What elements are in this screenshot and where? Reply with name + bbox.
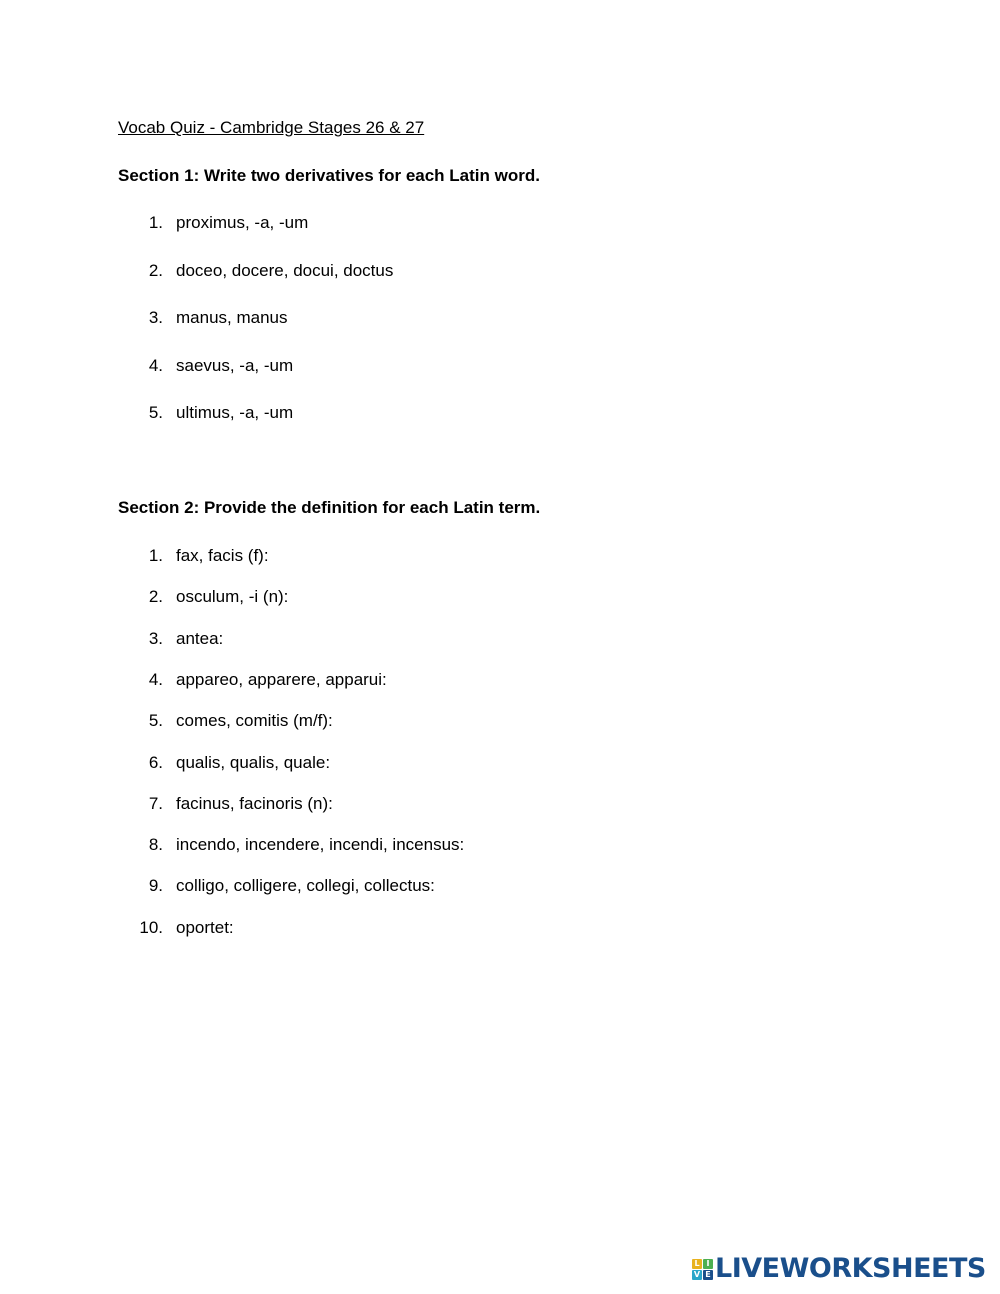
section-2-heading: Section 2: Provide the definition for each Latin term. xyxy=(118,498,541,517)
logo-block: V xyxy=(693,1269,701,1279)
section-1-heading: Section 1: Write two derivatives for each Latin word. xyxy=(118,166,540,185)
item-text: qualis, qualis, quale: xyxy=(176,752,331,772)
item-number: 5. xyxy=(148,711,163,731)
section-1-item xyxy=(0,213,1000,235)
section-2-item xyxy=(0,587,1000,609)
section-2-item xyxy=(0,629,1000,651)
item-text: manus, manus xyxy=(176,308,288,327)
item-text: facinus, facinoris (n): xyxy=(176,793,333,813)
section-2-item xyxy=(0,876,1000,898)
item-text: fax, facis (f): xyxy=(176,546,269,565)
logo-icon xyxy=(692,1259,713,1280)
item-text: proximus, -a, -um xyxy=(176,213,309,232)
item-number: 3. xyxy=(148,308,163,327)
section-2-item xyxy=(0,794,1000,816)
item-text: comes, comitis (m/f): xyxy=(176,711,333,731)
section-2-item xyxy=(0,670,1000,692)
item-number: 1. xyxy=(148,213,163,232)
item-text: doceo, docere, docui, doctus xyxy=(176,260,394,280)
item-text: osculum, -i (n): xyxy=(176,587,289,607)
item-number: 1. xyxy=(148,546,163,565)
item-text: oportet: xyxy=(176,917,234,937)
section-1-item xyxy=(0,403,1000,425)
item-number: 9. xyxy=(148,876,163,896)
item-number: 2. xyxy=(148,587,163,607)
section-2-item xyxy=(0,835,1000,857)
logo-block: I xyxy=(703,1259,713,1269)
section-1-item xyxy=(0,308,1000,330)
liveworksheets-logo xyxy=(692,1254,986,1284)
section-1-item xyxy=(0,356,1000,378)
logo-text: LIVEWORKSHEETS xyxy=(715,1253,986,1284)
item-text: colligo, colligere, collegi, collectus: xyxy=(176,876,435,896)
item-number: 4. xyxy=(148,355,163,375)
page-title: Vocab Quiz - Cambridge Stages 26 & 27 xyxy=(118,118,425,137)
item-number: 7. xyxy=(148,793,163,813)
section-2-item xyxy=(0,753,1000,775)
item-number: 8. xyxy=(148,835,163,855)
section-2-item xyxy=(0,546,1000,568)
logo-block: L xyxy=(692,1259,702,1269)
item-text: incendo, incendere, incendi, incensus: xyxy=(176,835,465,855)
section-1-item xyxy=(0,261,1000,283)
item-number: 3. xyxy=(148,628,163,648)
item-number: 2. xyxy=(148,260,163,280)
item-number: 5. xyxy=(148,403,163,422)
item-number: 10. xyxy=(139,917,163,937)
item-number: 4. xyxy=(148,669,163,689)
section-2-item xyxy=(0,918,1000,940)
item-number: 6. xyxy=(148,752,163,772)
section-2-item xyxy=(0,711,1000,733)
item-text: antea: xyxy=(176,628,224,648)
item-text: appareo, apparere, apparui: xyxy=(176,669,387,689)
item-text: saevus, -a, -um xyxy=(176,355,294,375)
item-text: ultimus, -a, -um xyxy=(176,403,294,422)
logo-block: E xyxy=(703,1270,713,1280)
